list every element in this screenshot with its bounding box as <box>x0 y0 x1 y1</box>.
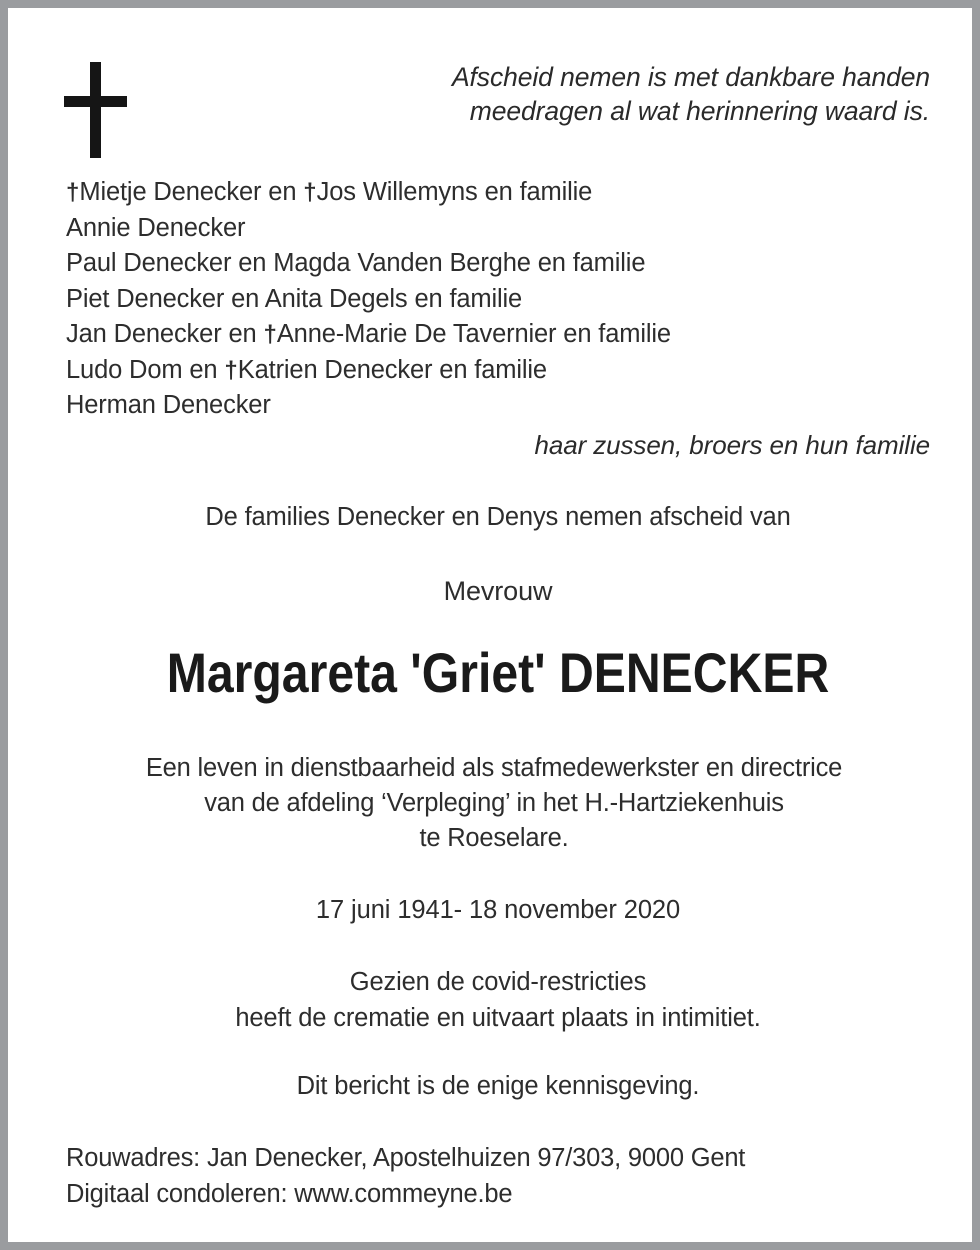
deceased-name: Margareta 'Griet' DENECKER <box>166 641 830 704</box>
cross-horizontal-bar <box>64 96 127 107</box>
dagger-icon: † <box>303 179 317 206</box>
dagger-icon: † <box>263 321 277 348</box>
family-list-item <box>66 388 930 424</box>
family-name-part-1: Paul Denecker en Magda Vanden Berghe en familie <box>66 249 646 277</box>
family-name-part-2: Jos Willemyns en familie <box>316 178 593 206</box>
family-name-part-2: Anne-Marie De Tavernier en familie <box>276 320 671 348</box>
family-name-part-1: Piet Denecker en Anita Degels en familie <box>66 284 523 313</box>
take-leave-statement: De families Denecker en Denys nemen afscheid van <box>205 503 791 531</box>
biography-line-3: te Roeselare. <box>419 824 569 852</box>
family-name-part-1: Herman Denecker <box>66 391 271 419</box>
epigraph <box>358 60 930 128</box>
biography <box>58 751 930 856</box>
family-list-item <box>66 282 930 318</box>
covid-notice-line-2: heeft de crematie en uitvaart plaats in intimitiet. <box>235 1004 761 1032</box>
family-list <box>66 175 930 424</box>
family-name-part-1: Annie Denecker <box>66 213 246 242</box>
death-notice-page <box>8 8 972 1242</box>
family-name-part-2: Katrien Denecker en familie <box>237 355 547 384</box>
family-list-item <box>66 246 930 282</box>
dagger-icon: † <box>66 179 80 206</box>
mourning-address: Rouwadres: Jan Denecker, Apostelhuizen 97/303, 9000 Gent <box>66 1144 746 1172</box>
notice-content <box>58 8 930 1242</box>
digital-condolences: Digitaal condoleren: www.commeyne.be <box>66 1180 513 1208</box>
family-name-part-1: Jan Denecker en <box>66 320 264 348</box>
single-notice-statement: Dit bericht is de enige kennisgeving. <box>296 1072 700 1100</box>
biography-line-2: van de afdeling ‘Verpleging’ in het H.-Hartziekenhuis <box>204 789 784 817</box>
covid-notice-line-1: Gezien de covid-restricties <box>349 968 647 996</box>
family-name-part-1: Ludo Dom en <box>66 355 225 384</box>
family-list-item <box>66 211 930 247</box>
family-list-item <box>66 317 930 353</box>
epigraph-line-1: Afscheid nemen is met dankbare handen <box>451 62 930 92</box>
family-relation-note: haar zussen, broers en hun familie <box>534 430 930 460</box>
family-list-item <box>66 175 930 211</box>
family-name-part-1: Mietje Denecker en <box>79 178 304 206</box>
epigraph-line-2: meedragen al wat herinnering waard is. <box>469 96 930 126</box>
christian-cross-icon <box>64 62 128 158</box>
salutation: Mevrouw <box>443 576 553 606</box>
family-list-item <box>66 353 930 389</box>
contact-details <box>66 1140 930 1212</box>
cross-vertical-bar <box>90 62 101 158</box>
covid-notice <box>66 964 930 1036</box>
dagger-icon: † <box>224 356 238 384</box>
biography-line-1: Een leven in dienstbaarheid als stafmedewerkster en directrice <box>145 754 843 782</box>
life-dates: 17 juni 1941- 18 november 2020 <box>315 896 681 924</box>
